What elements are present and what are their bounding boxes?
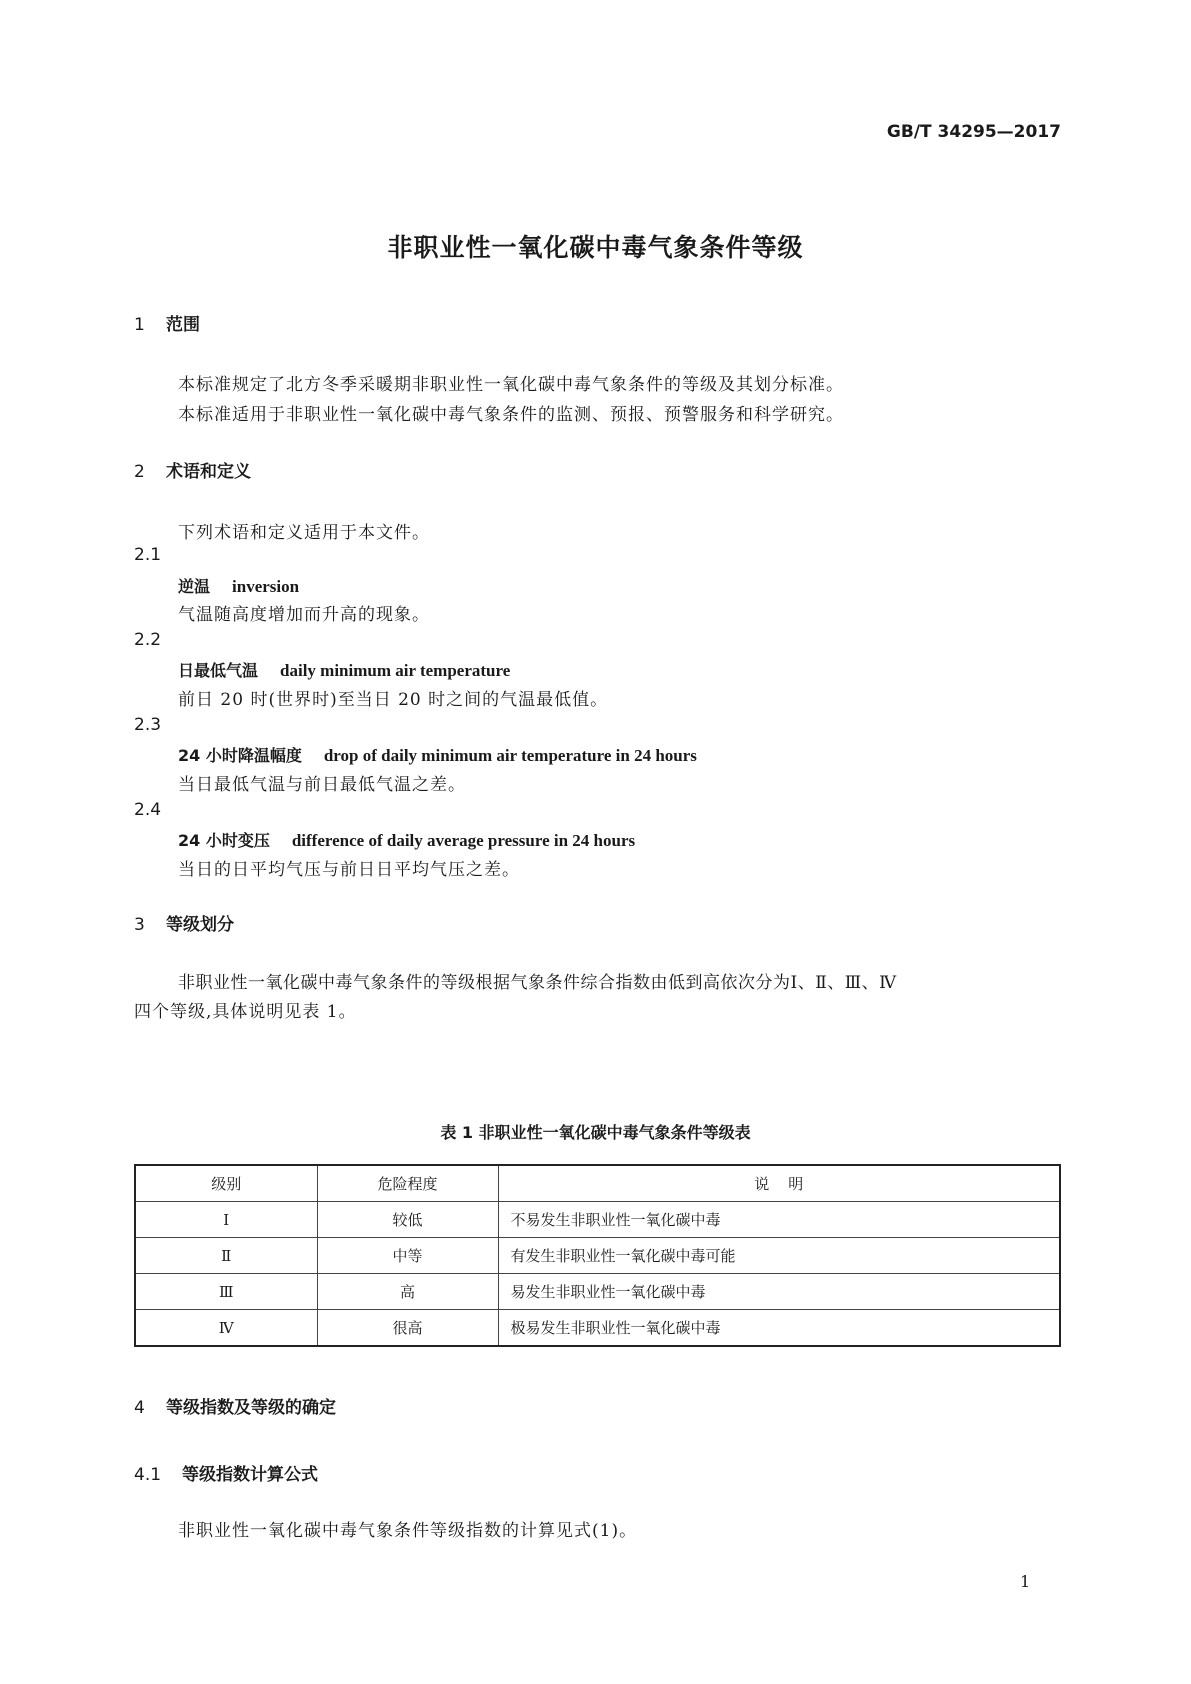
subsection-4-1-heading (134, 1460, 318, 1485)
table-row (135, 1238, 1060, 1274)
grade-table (134, 1164, 1061, 1347)
section-title: 范围 (166, 315, 200, 335)
section-title: 等级划分 (166, 915, 234, 935)
term-cn: 日最低气温 (178, 661, 259, 680)
term-number: 2.1 (134, 545, 162, 565)
term-en: daily minimum air temperature (280, 661, 511, 680)
table-caption: 表 1 非职业性一氧化碳中毒气象条件等级表 (440, 1123, 751, 1142)
term-cn: 24 小时降温幅度 (178, 746, 302, 765)
section-title: 等级指数及等级的确定 (166, 1398, 336, 1418)
term-number: 2.3 (134, 715, 162, 735)
section-number: 3 (134, 915, 145, 935)
subsection-title: 等级指数计算公式 (182, 1465, 318, 1485)
section-1-paragraph-2: 本标准适用于非职业性一氧化碳中毒气象条件的监测、预报、预警服务和科学研究。 (178, 405, 844, 425)
term-en: difference of daily average pressure in 24 hours (291, 831, 636, 850)
table-row (135, 1310, 1060, 1347)
table-row (135, 1274, 1060, 1310)
table-row (135, 1202, 1060, 1238)
term-cn: 逆温 (178, 577, 211, 596)
cell-level: Ⅰ (135, 1202, 317, 1238)
cell-description: 极易发生非职业性一氧化碳中毒 (498, 1310, 1060, 1347)
section-4-paragraph-1: 非职业性一氧化碳中毒气象条件等级指数的计算见式(1)。 (178, 1521, 638, 1541)
cell-description: 易发生非职业性一氧化碳中毒 (498, 1274, 1060, 1310)
term-heading (178, 658, 510, 681)
section-2-heading (134, 457, 251, 482)
section-1-heading (134, 310, 200, 335)
term-heading (178, 574, 299, 597)
cell-description: 不易发生非职业性一氧化碳中毒 (498, 1202, 1060, 1238)
section-number: 1 (134, 315, 145, 335)
column-header-level: 级别 (135, 1165, 317, 1202)
column-header-risk: 危险程度 (317, 1165, 498, 1202)
table-header-row (135, 1165, 1060, 1202)
document-title: 非职业性一氧化碳中毒气象条件等级 (387, 233, 804, 262)
cell-risk: 高 (317, 1274, 498, 1310)
term-en: drop of daily minimum air temperature in 24 hours (323, 746, 697, 765)
section-1-paragraph-1: 本标准规定了北方冬季采暖期非职业性一氧化碳中毒气象条件的等级及其划分标准。 (178, 375, 844, 395)
subsection-number: 4.1 (134, 1465, 162, 1485)
section-number: 4 (134, 1398, 145, 1418)
cell-risk: 较低 (317, 1202, 498, 1238)
term-cn: 24 小时变压 (178, 831, 270, 850)
term-en: inversion (232, 577, 300, 596)
section-4-heading (134, 1393, 336, 1418)
term-definition: 前日 20 时(世界时)至当日 20 时之间的气温最低值。 (178, 690, 609, 710)
standard-code: GB/T 34295—2017 (886, 122, 1061, 142)
page-number: 1 (1020, 1572, 1031, 1591)
term-definition: 当日最低气温与前日最低气温之差。 (178, 775, 466, 795)
cell-level: Ⅳ (135, 1310, 317, 1347)
term-definition: 气温随高度增加而升高的现象。 (178, 605, 430, 625)
section-title: 术语和定义 (166, 462, 251, 482)
section-2-intro: 下列术语和定义适用于本文件。 (178, 523, 430, 543)
cell-level: Ⅱ (135, 1238, 317, 1274)
term-definition: 当日的日平均气压与前日日平均气压之差。 (178, 860, 520, 880)
section-3-paragraph-line-2: 四个等级,具体说明见表 1。 (134, 1002, 357, 1022)
section-3-heading (134, 910, 234, 935)
column-header-description: 说 明 (498, 1165, 1060, 1202)
term-number: 2.2 (134, 630, 162, 650)
section-number: 2 (134, 462, 145, 482)
cell-level: Ⅲ (135, 1274, 317, 1310)
term-heading (178, 828, 635, 851)
section-3-paragraph-line-1: 非职业性一氧化碳中毒气象条件的等级根据气象条件综合指数由低到高依次分为Ⅰ、Ⅱ、Ⅲ、Ⅳ (178, 973, 897, 993)
term-heading (178, 743, 697, 766)
cell-risk: 中等 (317, 1238, 498, 1274)
term-number: 2.4 (134, 800, 162, 820)
cell-risk: 很高 (317, 1310, 498, 1347)
cell-description: 有发生非职业性一氧化碳中毒可能 (498, 1238, 1060, 1274)
